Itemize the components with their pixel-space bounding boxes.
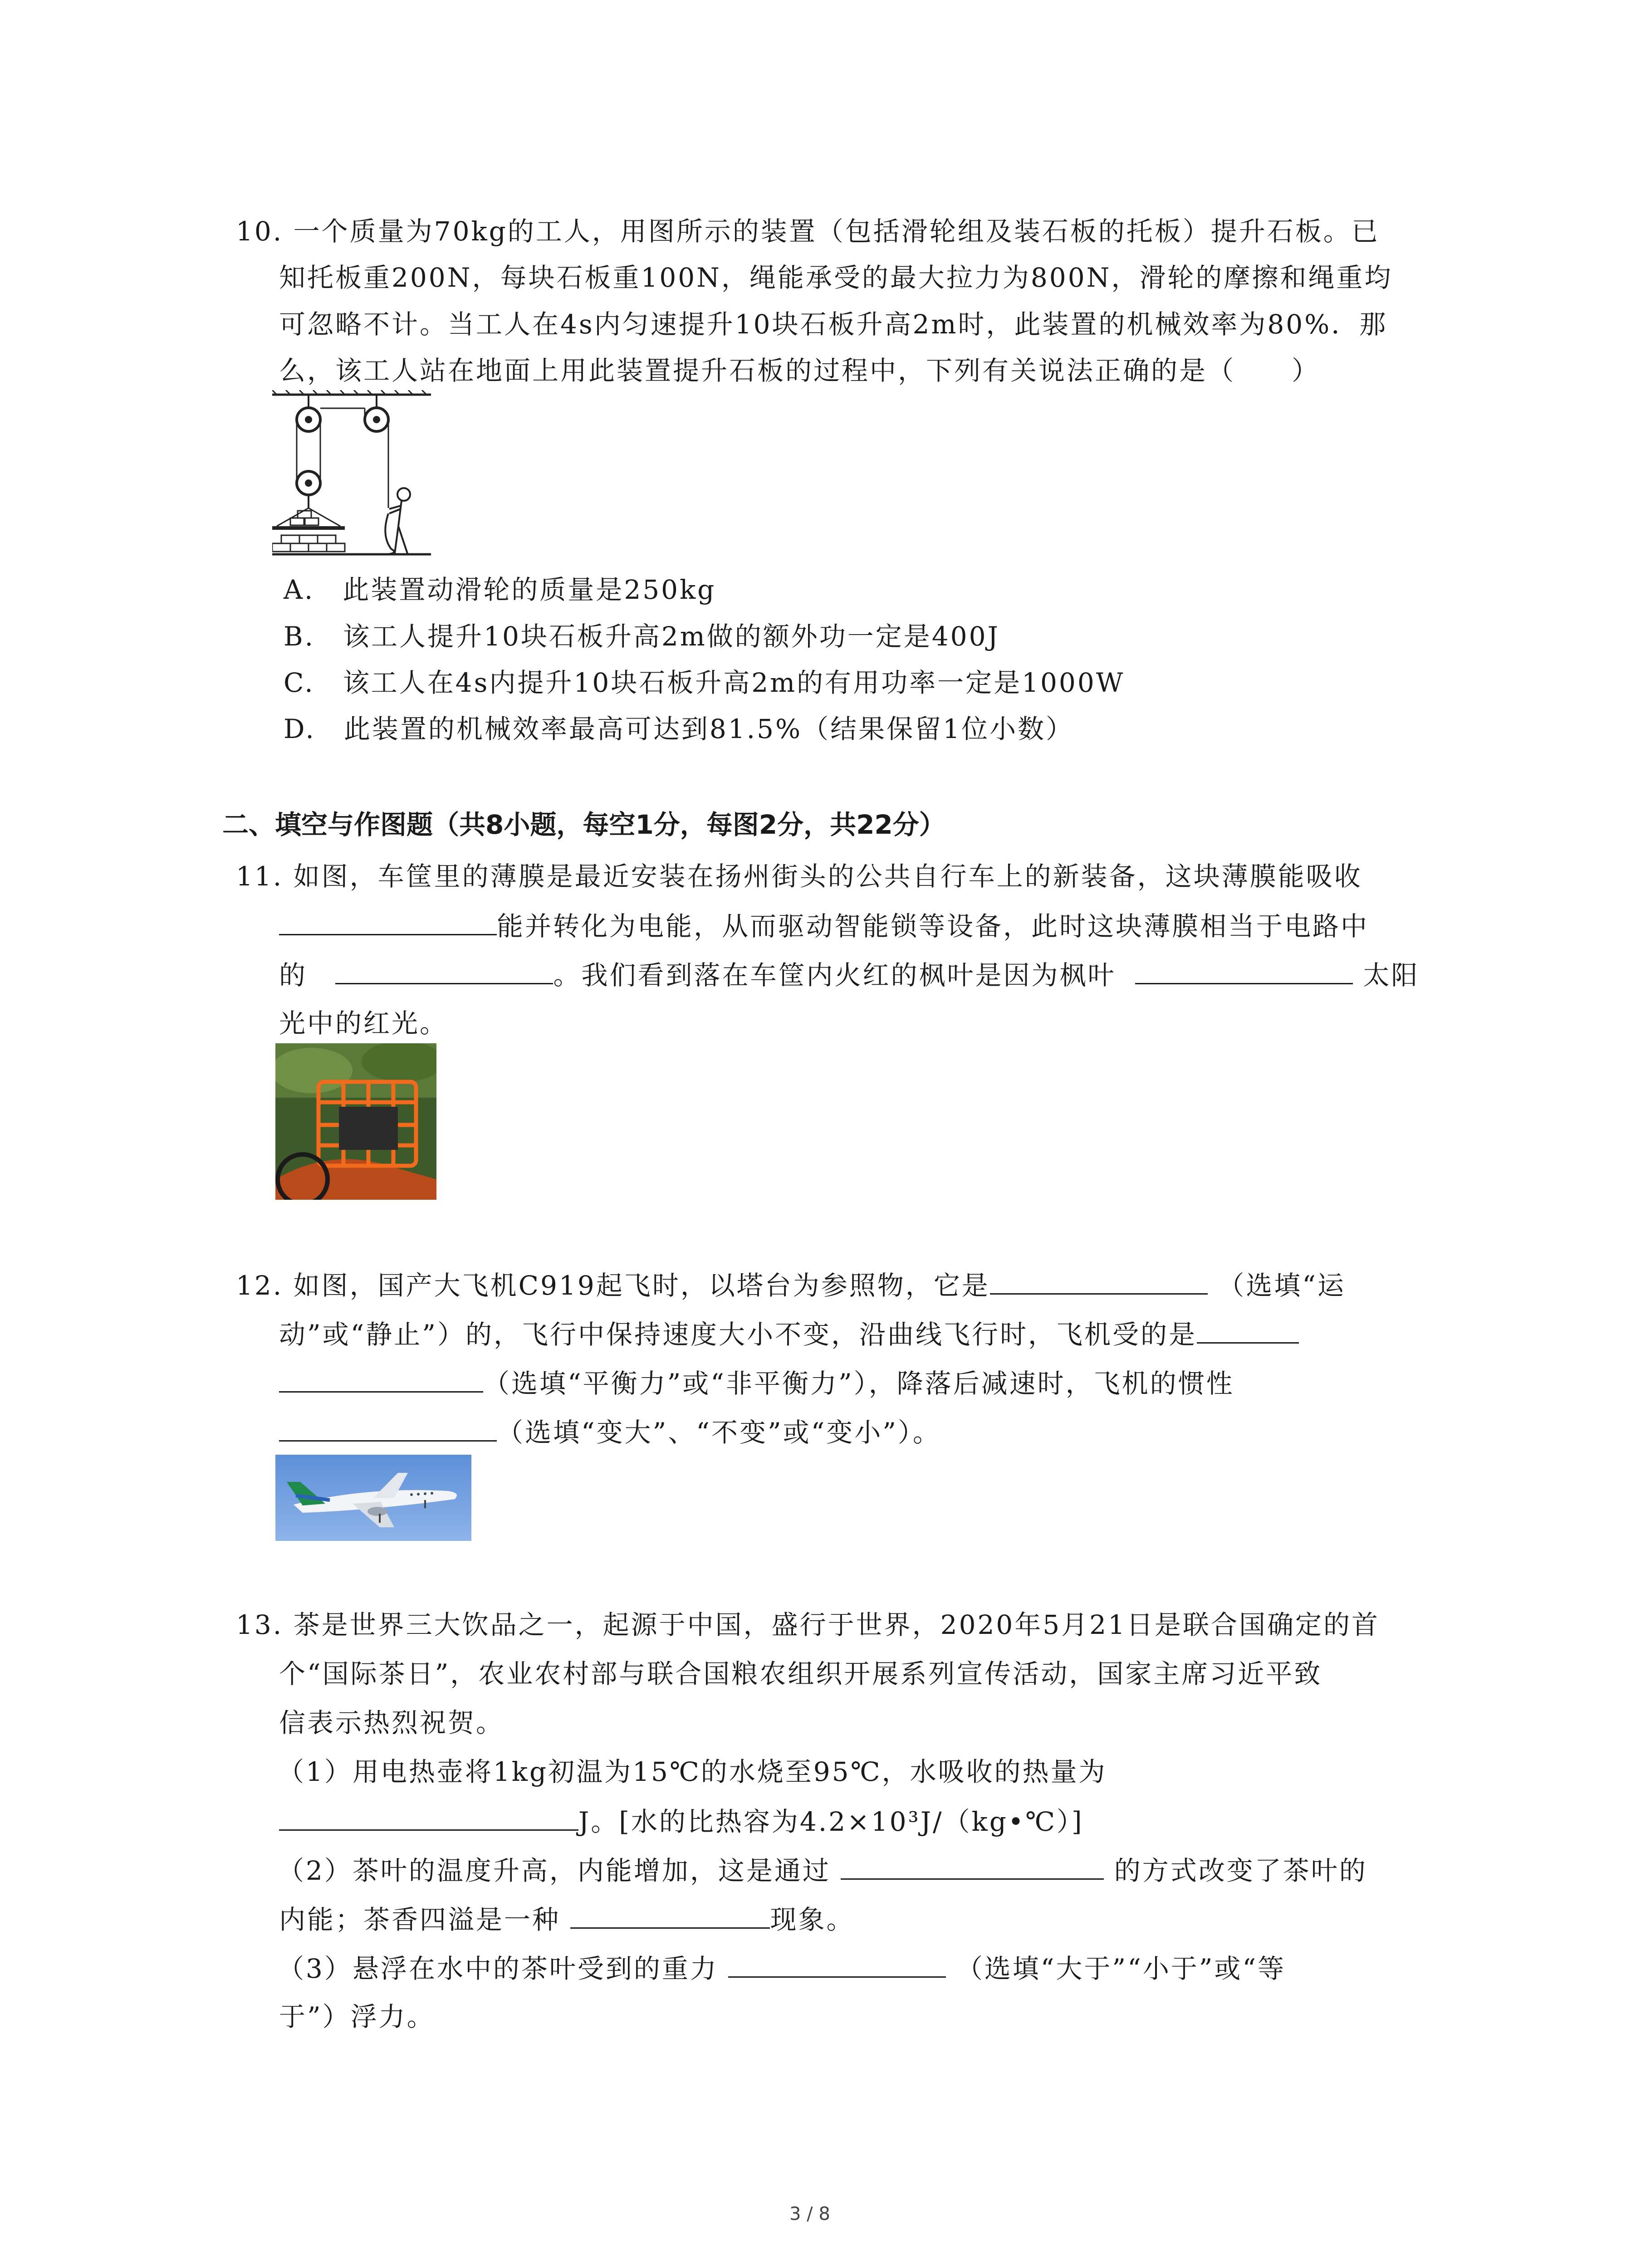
q12-line-1-end: （选填“运 <box>1218 1270 1346 1301</box>
q11-line-3-mid: 。我们看到落在车筐内火红的枫叶是因为枫叶 <box>553 960 1116 991</box>
q13-line-2: 个“国际茶日”，农业农村部与联合国粮农组织开展系列宣传活动，国家主席习近平致 <box>279 1658 1323 1689</box>
q11-blank-2[interactable] <box>335 958 553 984</box>
q12-blank-2a[interactable] <box>1197 1318 1299 1344</box>
q12-blank-2b[interactable] <box>279 1367 483 1393</box>
q10-option-d: D. 此装置的机械效率最高可达到81.5%（结果保留1位小数） <box>284 714 1074 744</box>
q13-part-1: （1）用电热壶将1kg初温为15℃的水烧至95℃，水吸收的热量为 <box>278 1756 1107 1787</box>
q12-line-2 <box>279 1318 1299 1350</box>
page-number: 3 / 8 <box>789 2204 830 2224</box>
q10-line-3: 可忽略不计。当工人在4s内匀速提升10块石板升高2m时，此装置的机械效率为80%．那 <box>279 309 1388 340</box>
q11-line-3-end: 太阳 <box>1363 960 1420 991</box>
q13-part-2-text: （2）茶叶的温度升高，内能增加，这是通过 <box>278 1855 831 1886</box>
q12-line-4-text: （选填“变大”、“不变”或“变小”）。 <box>497 1417 941 1448</box>
q13-part-1-line-2 <box>279 1805 1084 1838</box>
q13-part-2-end: 的方式改变了茶叶的 <box>1114 1855 1367 1886</box>
bicycle-basket-photo <box>275 1043 436 1200</box>
q10-option-c: C. 该工人在4s内提升10块石板升高2m的有用功率一定是1000W <box>284 667 1125 698</box>
q11-line-4: 光中的红光。 <box>279 1008 448 1039</box>
q11-blank-1[interactable] <box>279 909 497 935</box>
q12-line-1 <box>236 1269 1346 1301</box>
q13-blank-2[interactable] <box>841 1854 1104 1880</box>
q13-line-1: 13. 茶是世界三大饮品之一，起源于中国，盛行于世界，2020年5月21日是联合国确定的首 <box>236 1609 1380 1640</box>
q13-part-3 <box>278 1952 1286 1984</box>
q12-line-1-text: 12. 如图，国产大飞机C919起飞时，以塔台为参照物，它是 <box>236 1270 990 1301</box>
q13-part-2-line-2 <box>279 1903 854 1936</box>
q12-line-3-text: （选填“平衡力”或“非平衡力”），降落后减速时，飞机的惯性 <box>483 1368 1234 1399</box>
q10-line-4: 么，该工人站在地面上用此装置提升石板的过程中，下列有关说法正确的是（ ） <box>279 355 1320 386</box>
q13-blank-4[interactable] <box>728 1952 946 1978</box>
q11-line-2-text: 能并转化为电能，从而驱动智能锁等设备，此时这块薄膜相当于电路中 <box>497 911 1369 942</box>
q11-line-3 <box>279 958 1419 991</box>
q13-blank-1[interactable] <box>279 1805 578 1831</box>
q13-blank-3[interactable] <box>570 1903 770 1929</box>
q13-line-3: 信表示热烈祝贺。 <box>279 1707 505 1738</box>
pulley-system-figure <box>272 390 436 560</box>
q13-part-2b-end: 现象。 <box>770 1904 855 1935</box>
q10-option-a: A. 此装置动滑轮的质量是250kg <box>284 574 716 605</box>
q13-part-2b-text: 内能；茶香四溢是一种 <box>279 1904 561 1935</box>
q13-part-3-text: （3）悬浮在水中的茶叶受到的重力 <box>278 1953 718 1984</box>
q11-blank-3[interactable] <box>1135 958 1353 984</box>
q10-line-1: 10. 一个质量为70kg的工人，用图所示的装置（包括滑轮组及装石板的托板）提升石板。已 <box>236 216 1380 247</box>
q10-line-2: 知托板重200N，每块石板重100N，绳能承受的最大拉力为800N，滑轮的摩擦和绳重均 <box>279 262 1393 293</box>
q11-line-1: 11. 如图，车筐里的薄膜是最近安装在扬州街头的公共自行车上的新装备，这块薄膜能吸收 <box>236 861 1362 892</box>
q12-blank-3[interactable] <box>279 1416 497 1442</box>
q11-line-3-start: 的 <box>279 960 308 991</box>
q12-blank-1[interactable] <box>990 1269 1208 1295</box>
q13-part-3-line-2: 于”）浮力。 <box>279 2001 435 2032</box>
q12-line-2-text: 动”或“静止”）的，飞行中保持速度大小不变，沿曲线飞行时，飞机受的是 <box>279 1319 1197 1350</box>
q13-part-3-end: （选填“大于”“小于”或“等 <box>956 1953 1286 1984</box>
q11-line-2 <box>279 909 1369 942</box>
q13-part-1-unit: J。[水的比热容为4.2×10³J/（kg•℃）] <box>578 1806 1084 1837</box>
q10-option-b: B. 该工人提升10块石板升高2m做的额外功一定是400J <box>284 621 1000 652</box>
q12-line-4 <box>279 1416 941 1448</box>
q12-line-3 <box>279 1367 1234 1399</box>
q13-part-2 <box>278 1854 1367 1887</box>
c919-airplane-photo <box>275 1455 471 1541</box>
section-2-heading: 二、填空与作图题（共8小题，每空1分，每图2分，共22分） <box>222 809 945 840</box>
